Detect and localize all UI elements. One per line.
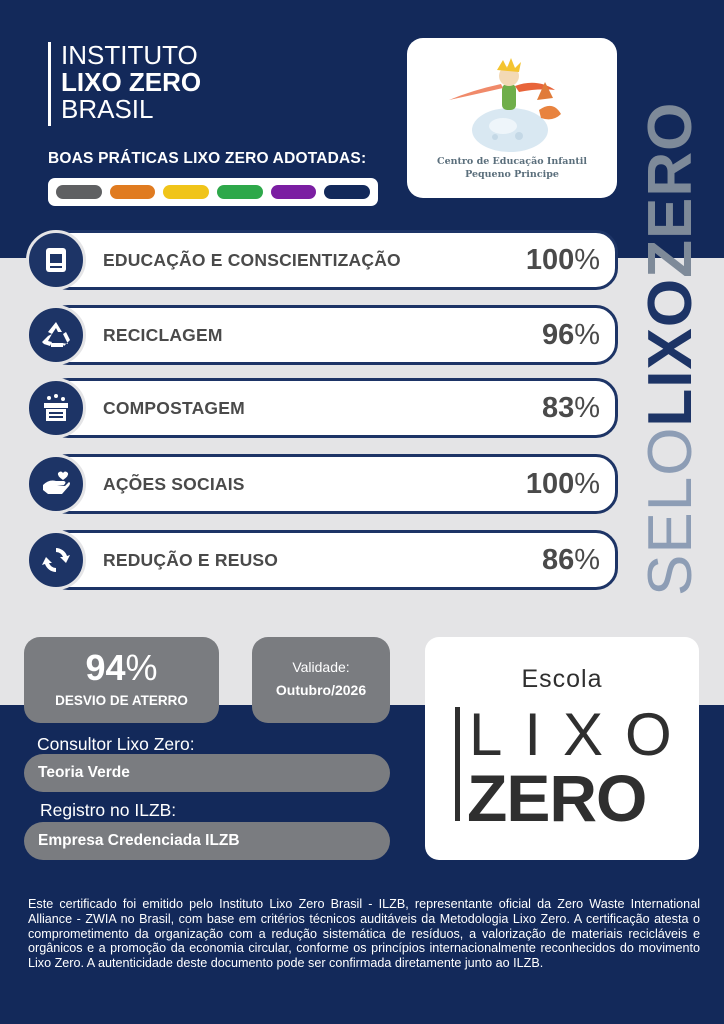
practice-percentage: 83% [541,392,600,424]
certificate-footer-text: Este certificado foi emitido pelo Instituto Lixo Zero Brasil - ILZB, representante oficial da Zero Waste International Alliance - ZWIA no Brasil, com base em critérios técnicos auditáveis da Metodologia Lixo Zero. A certificação atesta o comprometimento da organização com a redução sistemática de resíduos, a valorização de materiais recicláveis e orgânicos e a promoção da economia circular, conforme os princípios internacionalmente reconhecidos do movimento Lixo Zero. A autenticidade deste documento pode ser confirmada diretamente junto ao ILZB. [28,897,700,971]
practice-row [26,530,618,590]
practice-row [26,454,618,514]
practices-title: BOAS PRÁTICAS LIXO ZERO ADOTADAS: [48,150,367,167]
practice-color-pill [56,185,102,199]
practice-percentage: 96% [541,319,600,351]
escola-logo-zero: ZERO [467,761,647,835]
school-logo-card [407,38,617,198]
school-name-line-2: Pequeno Principe [465,169,559,180]
practice-label: AÇÕES SOCIAIS [103,474,245,494]
logo-line-2: LIXO ZERO [61,67,202,97]
consultant-label: Consultor Lixo Zero: [37,734,195,754]
seal-word-zero: ZERO [636,101,705,278]
logo-line-1: INSTITUTO [61,40,198,70]
logo-line-3: BRASIL [61,94,154,124]
escola-logo-bar [455,707,460,821]
practice-color-pill [110,185,156,199]
practice-percentage: 100% [525,468,600,500]
landfill-diversion-card [24,637,219,723]
escola-logo-top-word: Escola [521,665,603,693]
escola-lixo-zero-logo [425,637,699,860]
seal-word-selo: SELO [636,426,705,596]
practice-label: REDUÇÃO E REUSO [103,550,279,570]
practice-percentage: 100% [525,244,600,276]
registry-value: Empresa Credenciada ILZB [24,822,390,860]
practice-color-bar [48,178,378,206]
registry-label: Registro no ILZB: [40,800,177,820]
practice-color-pill [163,185,209,199]
practice-label: EDUCAÇÃO E CONSCIENTIZAÇÃO [103,250,401,270]
practice-color-pill [217,185,263,199]
recycle-icon [26,305,86,365]
practice-row [26,230,618,290]
validity-card [252,637,390,723]
consultant-value: Teoria Verde [24,754,390,792]
practice-color-pill [271,185,317,199]
landfill-diversion-label: DESVIO DE ATERRO [55,693,188,708]
practice-label: RECICLAGEM [103,325,223,345]
practice-color-pill [324,185,370,199]
practice-row [26,305,618,365]
practice-label: COMPOSTAGEM [103,398,245,418]
helping-hand-icon [26,454,86,514]
seal-word-lixo: LIXO [636,277,705,427]
validity-date: Outubro/2026 [275,682,367,698]
book-icon [26,230,86,290]
reuse-arrows-icon [26,530,86,590]
instituto-lixo-zero-logo [48,42,201,126]
compost-bin-icon [26,378,86,438]
practice-row [26,378,618,438]
validity-label: Validade: [292,659,350,675]
practice-percentage: 86% [541,544,600,576]
selo-lixo-zero-vertical [636,101,705,596]
escola-logo-lixo: LIXO [469,701,694,768]
school-name-line-1: Centro de Educação Infantil [437,156,587,167]
landfill-diversion-value: 94% [85,647,158,688]
